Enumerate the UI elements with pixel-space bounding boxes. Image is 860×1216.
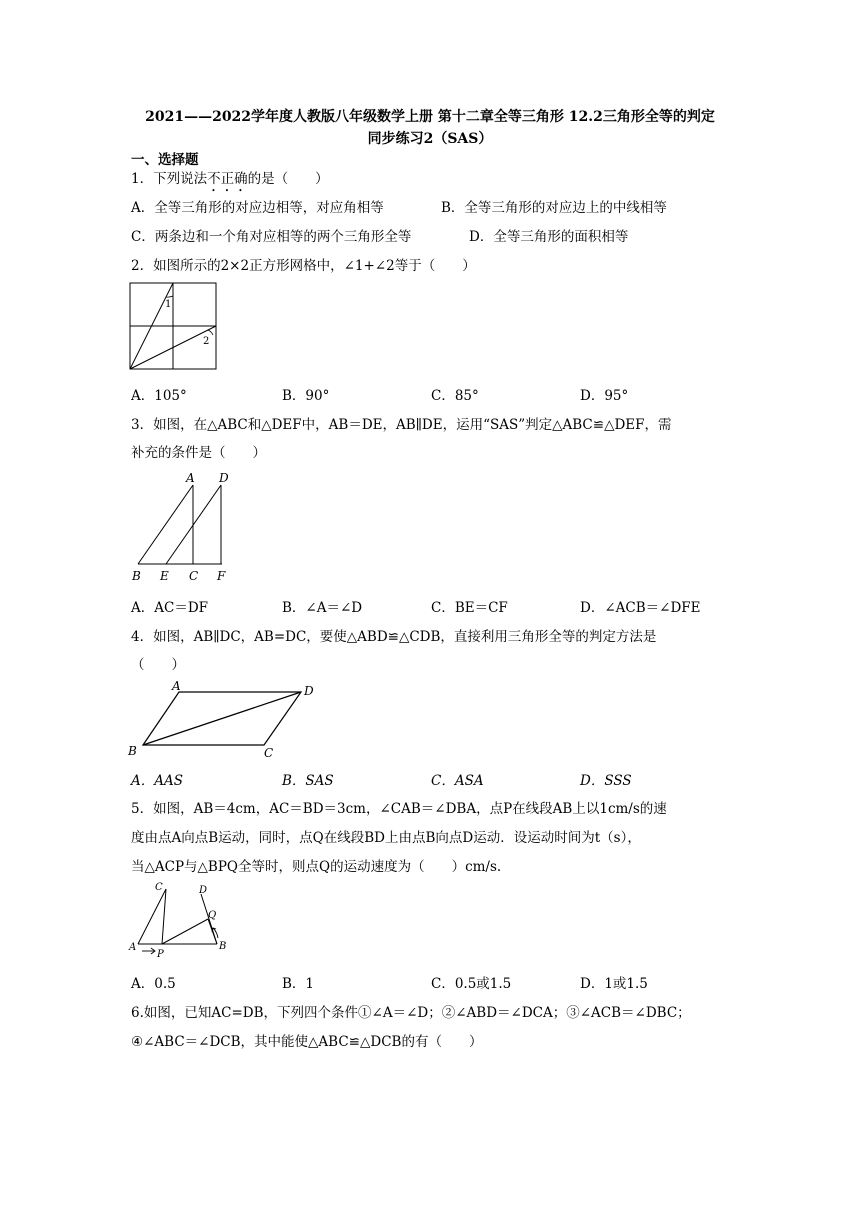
q5-option-c: C．0.5或1.5: [431, 976, 512, 992]
q2-option-c: C．85°: [431, 388, 479, 404]
q4-label-b: B: [128, 744, 137, 758]
q4-option-c: C．ASA: [431, 773, 484, 789]
q3-option-d: D．∠ACB＝∠DFE: [580, 600, 701, 616]
q5-label-a: A: [129, 942, 137, 953]
q3-option-b: B．∠A＝∠D: [282, 600, 363, 616]
q5-label-q: Q: [208, 910, 217, 921]
q3-label-e: E: [160, 569, 169, 583]
q4-label-d: D: [304, 684, 314, 698]
q5-option-b: B．1: [282, 976, 315, 992]
q3-label-d: D: [219, 471, 229, 485]
q5-label-p: P: [157, 949, 164, 960]
q5-option-d: D．1或1.5: [580, 976, 648, 992]
q2-option-a: A．105°: [131, 388, 187, 404]
q5-option-a: A．0.5: [131, 976, 176, 992]
q1-option-b: B．全等三角形的对应边上的中线相等: [441, 200, 667, 216]
q3-stem-line2: 补充的条件是（ ）: [131, 445, 266, 461]
q1-stem-emphasis: 不正确: [207, 171, 248, 187]
q5-label-b: B: [219, 941, 227, 952]
q4-option-d: D．SSS: [580, 773, 632, 789]
q4-option-a: A．AAS: [131, 773, 183, 789]
q1-stem: [131, 167, 329, 195]
q5-label-c: C: [155, 882, 163, 893]
q2-grid-figure: [128, 281, 220, 371]
q3-label-c: C: [189, 569, 199, 583]
q4-stem-line1: 4．如图，AB∥DC，AB=DC，要使△ABD≌△CDB，直接利用三角形全等的判定方法是: [131, 629, 657, 645]
q1-stem-part1: 1．下列说法: [131, 171, 208, 187]
q5-figure: [124, 880, 234, 960]
q4-stem-line2: （ ）: [131, 657, 185, 673]
q4-parallelogram-figure: [124, 677, 324, 761]
q2-option-d: D．95°: [580, 388, 629, 404]
q3-triangles-figure: [128, 468, 238, 586]
doc-title-line2: 同步练习2（SAS）: [367, 131, 493, 147]
q2-angle-2-label: 2: [203, 336, 210, 347]
q3-label-a: A: [186, 471, 195, 485]
q1-option-a: A．全等三角形的对应边相等，对应角相等: [131, 200, 384, 216]
q3-option-a: A．AC＝DF: [131, 600, 209, 616]
q5-stem-line1: 5．如图，AB＝4cm，AC＝BD＝3cm，∠CAB＝∠DBA，点P在线段AB上以1cm/s的速: [131, 801, 667, 817]
q2-stem: 2．如图所示的2×2正方形网格中，∠1+∠2等于（ ）: [131, 258, 476, 274]
q1-option-d: D．全等三角形的面积相等: [469, 229, 629, 245]
q6-stem-line2: ④∠ABC＝∠DCB，其中能使△ABC≌△DCB的有（ ）: [131, 1034, 483, 1050]
q4-option-b: B．SAS: [282, 773, 334, 789]
q2-option-b: B．90°: [282, 388, 330, 404]
q5-stem-line3: 当△ACP与△BPQ全等时，则点Q的运动速度为（ ）cm/s.: [131, 859, 502, 875]
q5-stem-line2: 度由点A向点B运动，同时，点Q在线段BD上由点B向点D运动．设运动时间为t（s），: [131, 830, 641, 846]
q3-label-b: B: [132, 569, 141, 583]
q6-stem-line1: 6.如图，已知AC=DB，下列四个条件①∠A＝∠D；②∠ABD＝∠DCA；③∠ACB＝∠DBC；: [131, 1005, 691, 1021]
q3-stem-line1: 3．如图，在△ABC和△DEF中，AB＝DE，AB∥DE，运用“SAS”判定△ABC≌△DEF，需: [131, 417, 672, 433]
doc-title-line1: 2021——2022学年度人教版八年级数学上册 第十二章全等三角形 12.2三角形全等的判定: [145, 109, 715, 125]
q4-label-c: C: [264, 746, 274, 760]
section-heading: 一、选择题: [131, 152, 199, 168]
q3-label-f: F: [217, 569, 226, 583]
q4-label-a: A: [172, 679, 181, 693]
q2-angle-1-label: 1: [165, 299, 172, 310]
q1-stem-part3: 的是（ ）: [247, 171, 329, 187]
q5-label-d: D: [199, 885, 208, 896]
q1-option-c: C．两条边和一个角对应相等的两个三角形全等: [131, 229, 412, 245]
q3-option-c: C．BE＝CF: [431, 600, 508, 616]
